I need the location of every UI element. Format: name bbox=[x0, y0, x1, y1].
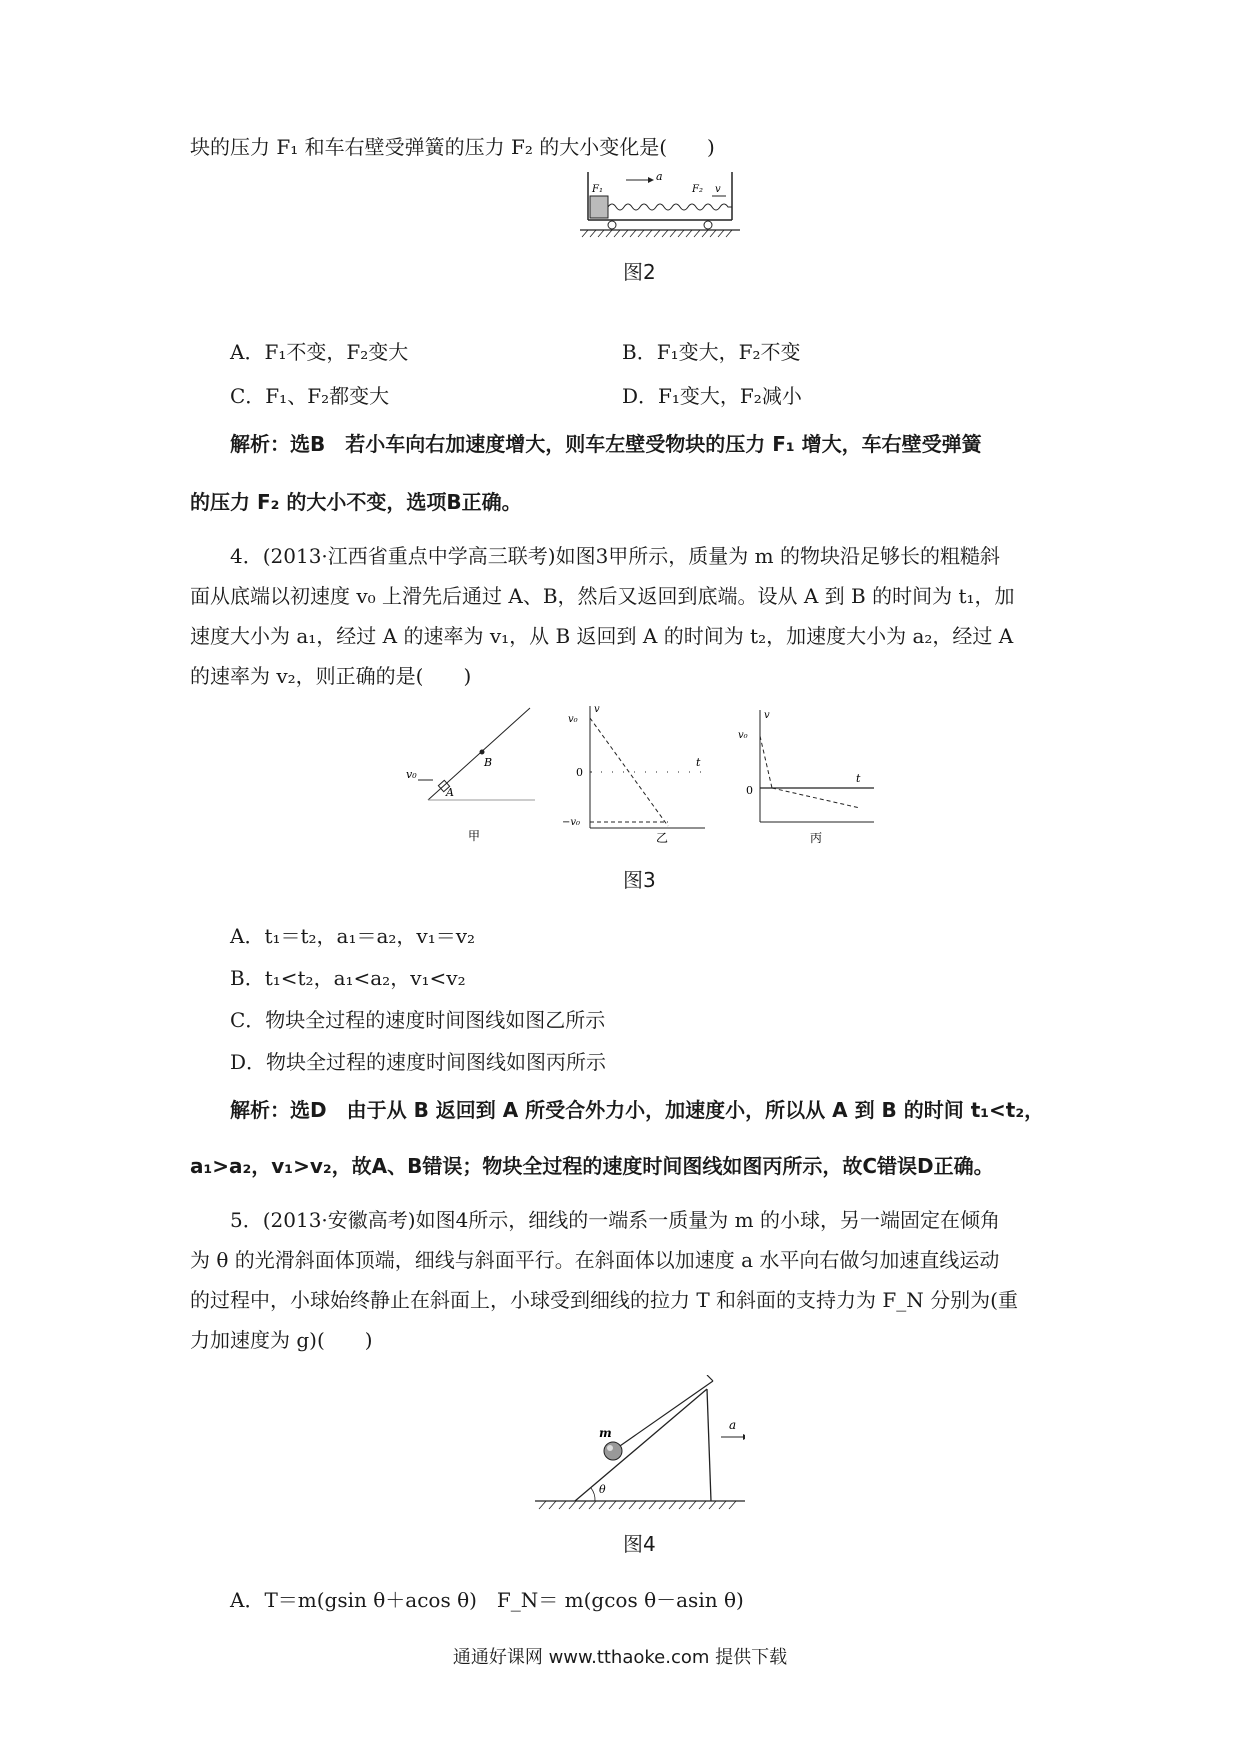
fig2-label-v: v bbox=[715, 184, 721, 195]
q3-analysis-line-1: 解析：选B 若小车向右加速度增大，则车左壁受物块的压力 F₁ 增大，车右壁受弹簧 bbox=[230, 432, 982, 456]
fig3-yi-tick-neg-v0: −v₀ bbox=[562, 817, 581, 828]
q5-option-a: A．T＝m(gsin θ＋acos θ) F_N＝ m(gcos θ－asin θ) bbox=[230, 1588, 744, 1612]
q3-option-d: D．F₁变大，F₂减小 bbox=[622, 384, 802, 408]
q3-option-a: A．F₁不变，F₂变大 bbox=[230, 340, 409, 364]
figure-2-caption: 图2 bbox=[623, 260, 656, 284]
q3-option-c: C．F₁、F₂都变大 bbox=[230, 384, 390, 408]
page-footer: 通通好课网 www.tthaoke.com 提供下载 bbox=[452, 1647, 788, 1668]
fig3-yi-caption: 乙 bbox=[656, 831, 669, 845]
fig3-jia-label-a: A bbox=[446, 786, 454, 799]
fig4-label-a: a bbox=[729, 1418, 737, 1432]
fig3-bing-tick-zero: 0 bbox=[746, 784, 753, 797]
fig3-bing-caption: 丙 bbox=[810, 831, 823, 845]
q4-option-b: B．t₁<t₂，a₁<a₂，v₁<v₂ bbox=[230, 966, 466, 990]
fig3-bing-tick-v0: v₀ bbox=[738, 730, 748, 741]
q5-stem-line-3: 的过程中，小球始终静止在斜面上，小球受到细线的拉力 T 和斜面的支持力为 F_N 分别为(重 bbox=[190, 1288, 1018, 1312]
fig3-yi-axis-t: t bbox=[696, 756, 701, 769]
q3-stem-line: 块的压力 F₁ 和车右壁受弹簧的压力 F₂ 的大小变化是( ) bbox=[190, 135, 715, 159]
fig3-bing-axis-v: v bbox=[764, 710, 770, 721]
figure-3-bing-vt-graph bbox=[720, 708, 880, 850]
q4-stem-line-4: 的速率为 v₂，则正确的是( ) bbox=[190, 664, 472, 688]
figure-3-yi-vt-graph bbox=[560, 700, 710, 850]
q3-analysis-line-2: 的压力 F₂ 的大小不变，选项B正确。 bbox=[190, 490, 522, 514]
fig3-bing-axis-t: t bbox=[856, 772, 861, 785]
fig3-jia-caption: 甲 bbox=[468, 829, 481, 843]
fig2-label-a: a bbox=[656, 172, 663, 183]
q4-stem-line-2: 面从底端以初速度 v₀ 上滑先后通过 A、B，然后又返回到底端。设从 A 到 B 的时间为 t₁，加 bbox=[190, 584, 1015, 608]
q4-option-a: A．t₁＝t₂，a₁＝a₂，v₁＝v₂ bbox=[230, 924, 476, 948]
figure-4-incline-ball bbox=[535, 1375, 745, 1515]
fig3-jia-label-b: B bbox=[484, 756, 493, 769]
fig3-yi-axis-v: v bbox=[594, 704, 600, 715]
figure-3-jia-incline bbox=[400, 700, 540, 850]
q3-option-b: B．F₁变大，F₂不变 bbox=[622, 340, 801, 364]
fig4-label-theta: θ bbox=[599, 1483, 606, 1496]
q5-stem-line-4: 力加速度为 g)( ) bbox=[190, 1328, 373, 1352]
q5-stem-line-1: 5．(2013·安徽高考)如图4所示，细线的一端系一质量为 m 的小球，另一端固定在倾角 bbox=[230, 1208, 1000, 1232]
figure-4-caption: 图4 bbox=[623, 1532, 656, 1556]
q4-stem-line-3: 速度大小为 a₁，经过 A 的速率为 v₁，从 B 返回到 A 的时间为 t₂，加速度大小为 a₂，经过 A bbox=[190, 624, 1014, 648]
q5-stem-line-2: 为 θ 的光滑斜面体顶端，细线与斜面平行。在斜面体以加速度 a 水平向右做匀加速直线运动 bbox=[190, 1248, 1000, 1272]
fig3-jia-label-v0: v₀ bbox=[406, 768, 417, 781]
fig3-yi-tick-zero: 0 bbox=[576, 766, 583, 779]
q4-option-c: C．物块全过程的速度时间图线如图乙所示 bbox=[230, 1008, 606, 1032]
fig2-label-f2: F₂ bbox=[692, 184, 703, 195]
figure-3-caption: 图3 bbox=[623, 868, 656, 892]
q4-option-d: D．物块全过程的速度时间图线如图丙所示 bbox=[230, 1050, 607, 1074]
fig3-yi-tick-v0: v₀ bbox=[568, 714, 578, 725]
figure-2-cart bbox=[580, 172, 740, 242]
q4-analysis-line-1: 解析：选D 由于从 B 返回到 A 所受合外力小，加速度小，所以从 A 到 B 的时间 t₁<t₂， bbox=[230, 1098, 1045, 1122]
q4-analysis-line-2: a₁>a₂，v₁>v₂，故A、B错误；物块全过程的速度时间图线如图丙所示，故C错误D正确。 bbox=[190, 1154, 994, 1178]
q4-stem-line-1: 4．(2013·江西省重点中学高三联考)如图3甲所示，质量为 m 的物块沿足够长的粗糙斜 bbox=[230, 544, 1000, 568]
fig2-label-f1: F₁ bbox=[592, 184, 603, 195]
fig4-label-m: m bbox=[599, 1426, 612, 1440]
